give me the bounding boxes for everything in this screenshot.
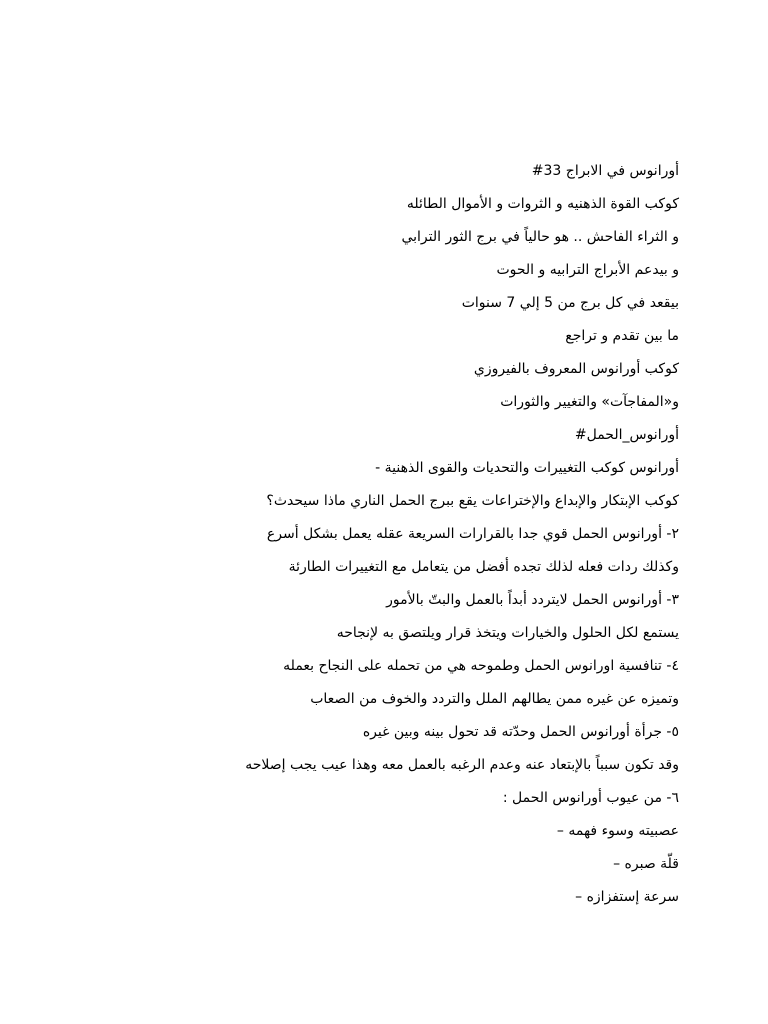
text-line: كوكب الإبتكار والإبداع والإختراعات يقع ببرج الحمل الناري ماذا سيحدث؟ [266, 493, 679, 509]
text-line: ٣- أورانوس الحمل لايتردد أبداً بالعمل والبتّ بالأمور [386, 592, 679, 608]
text-line: ٤- تنافسية اورانوس الحمل وطموحه هي من تحمله على النجاح بعمله [283, 658, 679, 674]
text-line-title: أورانوس في الابراج 33# [531, 163, 679, 179]
text-line: ٢- أورانوس الحمل قوي جدا بالقرارات السريعة عقله يعمل بشكل أسرع [266, 526, 679, 542]
text-line: وكذلك ردات فعله لذلك تجده أفضل من يتعامل مع التغييرات الطارئة [288, 559, 679, 575]
text-line: كوكب القوة الذهنيه و الثروات و الأموال الطائله [406, 196, 679, 212]
text-line: وتميزه عن غيره ممن يطالهم الملل والتردد والخوف من الصعاب [310, 691, 679, 707]
text-line: و بيدعم الأبراج الترابيه و الحوت [496, 262, 679, 278]
text-line: قلّة صبره – [613, 856, 679, 872]
text-line: بيقعد في كل برج من 5 إلي 7 سنوات [461, 295, 679, 311]
text-line: ٥- جرأة أورانوس الحمل وحدّته قد تحول بينه وبين غيره [362, 724, 679, 740]
text-line: أورانوس كوكب التغييرات والتحديات والقوى الذهنية - [375, 460, 679, 476]
text-line: ما بين تقدم و تراجع [565, 328, 679, 344]
text-line: يستمع لكل الحلول والخيارات ويتخذ قرار ويلتصق به لإنجاحه [336, 625, 679, 641]
text-line: كوكب أورانوس المعروف بالفيروزي [473, 361, 679, 377]
text-line-hashtag: أورانوس_الحمل# [574, 427, 679, 443]
text-line: عصبيته وسوء فهمه – [556, 823, 679, 839]
text-line: ٦- من عيوب أورانوس الحمل : [502, 790, 679, 806]
document-text-block [119, 155, 679, 914]
text-line: سرعة إستفزازه – [575, 889, 679, 905]
text-line: وقد تكون سبباً بالإبتعاد عنه وعدم الرغبه بالعمل معه وهذا عيب يجب إصلاحه [245, 757, 679, 773]
text-line: و الثراء الفاحش .. هو حالياً في برج الثور الترابي [401, 229, 679, 245]
text-line: و«المفاجآت» والتغيير والثورات [500, 394, 679, 410]
